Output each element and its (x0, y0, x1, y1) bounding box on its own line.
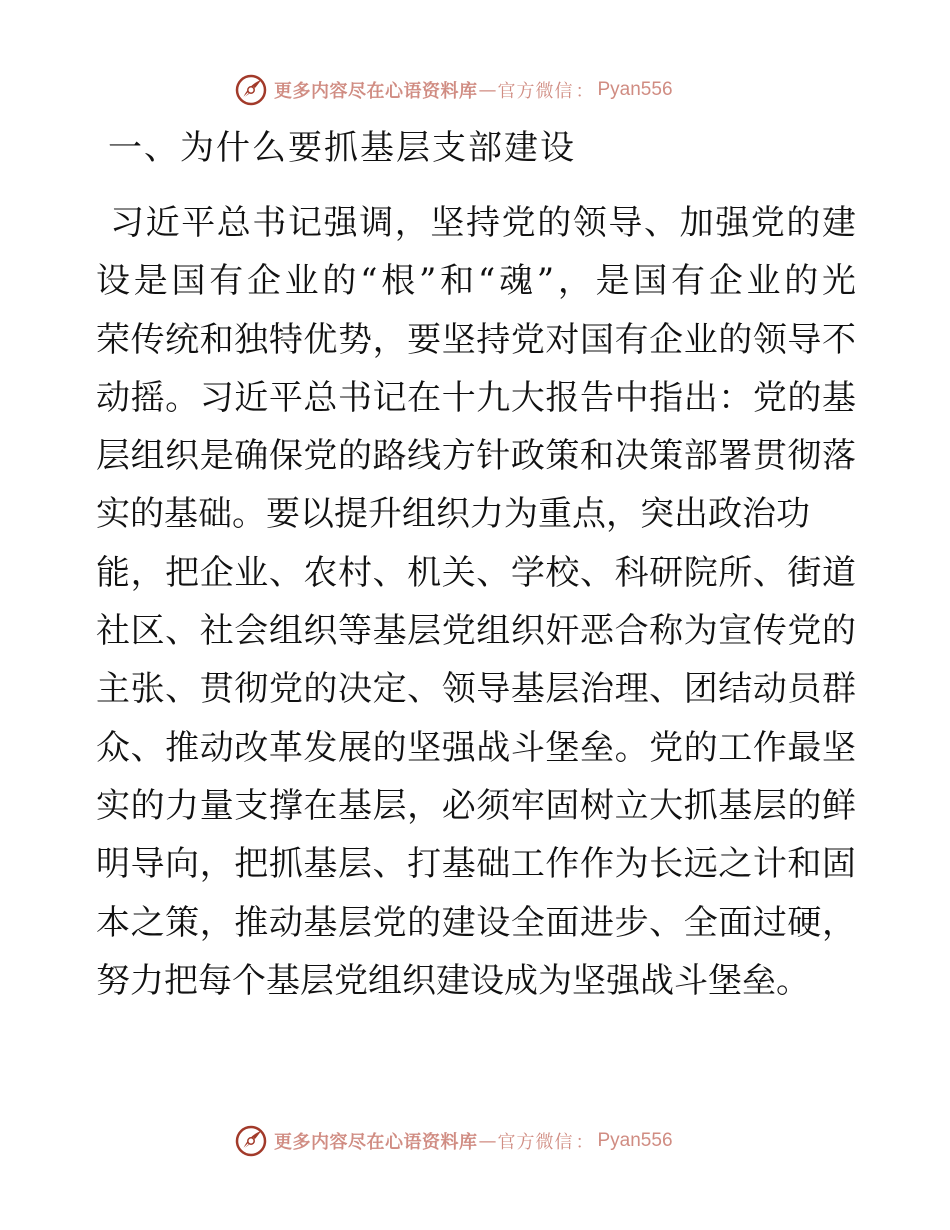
paragraph-line: 社区、社会组织等基层党组织奸恶合称为宣传党的 (96, 611, 856, 652)
watermark-colon: ： (575, 81, 594, 102)
paragraph-line: 实的力量支撑在基层，必须牢固树立大抓基层的鲜 (96, 785, 856, 826)
watermark-wechat-id: Pyan556 (597, 79, 673, 100)
paragraph-line: 层组织是确保党的路线方针政策和决策部署贯彻落 (96, 436, 856, 477)
watermark-separator: — (478, 1130, 497, 1152)
paragraph-line: 实的基础。要以提升组织力为重点，突出政治功 (96, 494, 810, 535)
paragraph-line: 主张、贯彻党的决定、领导基层治理、团结动员群 (96, 669, 856, 710)
watermark-main-text: 更多内容尽在心语资料库 (274, 1132, 478, 1153)
paragraph-line: 习近平总书记强调，坚持党的领导、加强党的建 (110, 203, 856, 243)
section-heading: 一、为什么要抓基层支部建设 (108, 128, 576, 168)
paragraph-line: 动摇。习近平总书记在十九大报告中指出：党的基 (96, 377, 856, 418)
body-paragraph (96, 194, 856, 1010)
paragraph-line: 明导向，把抓基层、打基础工作作为长远之计和固 (96, 844, 856, 885)
watermark-official-label: 官方微信 (497, 1132, 574, 1153)
watermark-colon: ： (575, 1132, 594, 1153)
paragraph-line: 努力把每个基层党组织建设成为坚强战斗堡垒。 (96, 960, 810, 1001)
watermark-separator: — (478, 79, 497, 101)
watermark-official-label: 官方微信 (497, 81, 574, 102)
watermark-footer (234, 1123, 673, 1159)
quill-logo-icon (234, 73, 268, 107)
watermark-main-text: 更多内容尽在心语资料库 (274, 81, 478, 102)
watermark-wechat-id: Pyan556 (597, 1130, 673, 1151)
paragraph-line: 荣传统和独特优势，要坚持党对国有企业的领导不 (96, 319, 856, 360)
watermark-header (234, 72, 673, 108)
paragraph-line: 本之策，推动基层党的建设全面进步、全面过硬， (96, 902, 856, 943)
paragraph-line: 设是国有企业的“根”和“魂”，是国有企业的光 (96, 261, 856, 302)
quill-logo-icon (234, 1124, 268, 1158)
paragraph-line: 众、推动改革发展的坚强战斗堡垒。党的工作最坚 (96, 727, 856, 768)
paragraph-line: 能，把企业、农村、机关、学校、科研院所、街道 (96, 552, 856, 593)
